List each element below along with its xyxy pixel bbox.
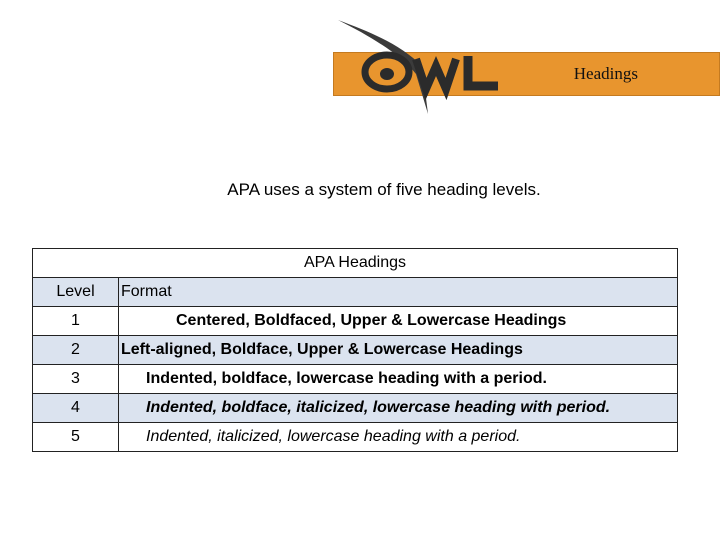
table-row	[33, 365, 678, 394]
banner-title: Headings	[573, 64, 638, 83]
level-cell: 5	[33, 423, 119, 452]
table-row	[33, 336, 678, 365]
table-caption: APA Headings	[33, 249, 678, 278]
table-caption-row	[33, 249, 678, 278]
format-cell: Indented, italicized, lowercase heading with a period.	[119, 423, 678, 452]
level-cell: 1	[33, 307, 119, 336]
table-row	[33, 423, 678, 452]
table-row	[33, 394, 678, 423]
table-row	[33, 307, 678, 336]
format-cell: Indented, boldface, italicized, lowercase heading with period.	[119, 394, 678, 423]
format-cell: Centered, Boldfaced, Upper & Lowercase Headings	[119, 307, 678, 336]
format-cell: Indented, boldface, lowercase heading with a period.	[119, 365, 678, 394]
table-header-row	[33, 278, 678, 307]
apa-headings-table	[32, 248, 678, 452]
level-cell: 4	[33, 394, 119, 423]
level-cell: 2	[33, 336, 119, 365]
format-cell: Left-aligned, Boldface, Upper & Lowercase Headings	[119, 336, 678, 365]
level-cell: 3	[33, 365, 119, 394]
slide-subtitle: APA uses a system of five heading levels.	[227, 180, 541, 199]
column-header-format: Format	[119, 278, 678, 307]
column-header-level: Level	[33, 278, 119, 307]
owl-logo	[330, 14, 520, 119]
